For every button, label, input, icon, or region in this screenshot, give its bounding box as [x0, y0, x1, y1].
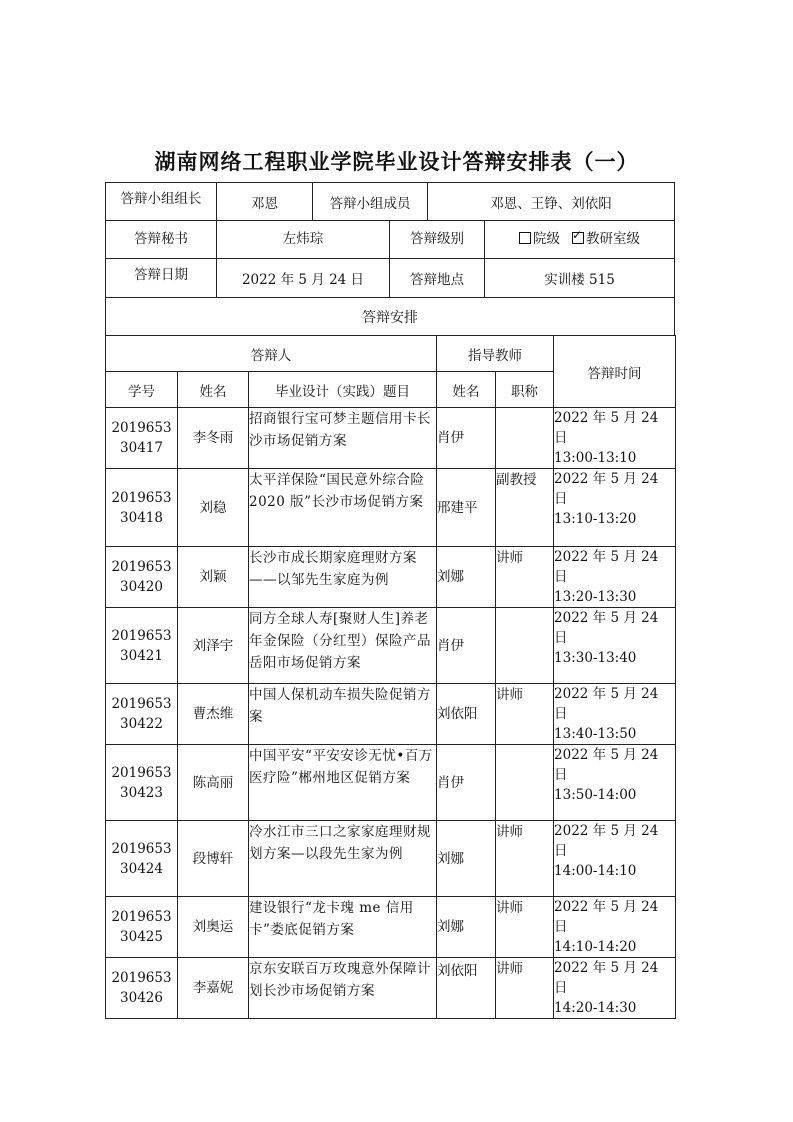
- time-header: 答辩时间: [554, 336, 676, 408]
- date-label: 答辩日期: [106, 259, 217, 297]
- teacher-name-cell: 肖伊: [437, 608, 496, 684]
- teacher-title-cell: 讲师: [496, 897, 554, 958]
- topic-cell: 建设银行“龙卡瑰 me 信用卡”娄底促销方案: [249, 897, 437, 958]
- teacher-name-cell: 刘娜: [437, 821, 496, 897]
- student-id-cell: 2019653 30426: [106, 958, 178, 1019]
- student-id-cell: 2019653 30417: [106, 408, 178, 469]
- header-info-block: [105, 182, 675, 297]
- table-row: [106, 897, 676, 958]
- student-id-header: 学号: [106, 372, 178, 408]
- secretary-label: 答辩秘书: [106, 221, 217, 258]
- arrangement-heading: 答辩安排: [105, 297, 675, 335]
- student-id-cell: 2019653 30418: [106, 469, 178, 547]
- teacher-title-cell: 副教授: [496, 469, 554, 547]
- place-label: 答辩地点: [390, 259, 485, 297]
- page-title: 湖南网络工程职业学院毕业设计答辩安排表（一）: [154, 150, 639, 174]
- teacher-name-cell: 邢建平: [437, 469, 496, 547]
- teacher-title-header: 职称: [496, 372, 554, 408]
- teacher-name-cell: 刘娜: [437, 547, 496, 608]
- time-cell: 2022 年 5 月 24 日 14:00-14:10: [554, 821, 676, 897]
- teacher-title-cell: [496, 608, 554, 684]
- teacher-name-cell: 刘依阳: [437, 684, 496, 745]
- table-row: [106, 684, 676, 745]
- teacher-title-cell: 讲师: [496, 547, 554, 608]
- teacher-title-cell: 讲师: [496, 821, 554, 897]
- student-id-cell: 2019653 30421: [106, 608, 178, 684]
- table-row: [106, 745, 676, 821]
- time-cell: 2022 年 5 月 24 日 14:20-14:30: [554, 958, 676, 1019]
- topic-cell: 中国人保机动车损失险促销方案: [249, 684, 437, 745]
- level-options: [485, 221, 674, 258]
- time-cell: 2022 年 5 月 24 日 13:40-13:50: [554, 684, 676, 745]
- level-option-college[interactable]: 院级: [519, 227, 560, 247]
- student-name-cell: 段博轩: [178, 821, 249, 897]
- teacher-title-cell: [496, 408, 554, 469]
- student-name-cell: 陈高丽: [178, 745, 249, 821]
- student-id-cell: 2019653 30425: [106, 897, 178, 958]
- topic-cell: 同方全球人寿[聚财人生]养老年金保险（分红型）保险产品岳阳市场促销方案: [249, 608, 437, 684]
- student-name-cell: 李冬雨: [178, 408, 249, 469]
- unchecked-box-icon: [519, 232, 531, 244]
- student-id-cell: 2019653 30422: [106, 684, 178, 745]
- time-cell: 2022 年 5 月 24 日 13:00-13:10: [554, 408, 676, 469]
- level-label: 答辩级别: [390, 221, 485, 258]
- place-value: 实训楼 515: [544, 272, 615, 288]
- leader-value: 邓恩: [217, 183, 313, 220]
- secretary-value: 左炜琮: [217, 221, 390, 258]
- checked-box-icon: [572, 232, 584, 244]
- time-cell: 2022 年 5 月 24 日 14:10-14:20: [554, 897, 676, 958]
- table-row: [106, 408, 676, 469]
- student-name-cell: 刘稳: [178, 469, 249, 547]
- table-row: [106, 958, 676, 1019]
- student-name-cell: 李嘉妮: [178, 958, 249, 1019]
- topic-header: 毕业设计（实践）题目: [249, 372, 437, 408]
- header-row-date: [105, 258, 675, 297]
- student-name-cell: 刘泽宇: [178, 608, 249, 684]
- student-name-cell: 刘颖: [178, 547, 249, 608]
- student-id-cell: 2019653 30420: [106, 547, 178, 608]
- teacher-title-cell: [496, 745, 554, 821]
- topic-cell: 太平洋保险“国民意外综合险 2020 版”长沙市场促销方案: [249, 469, 437, 547]
- table-row: [106, 821, 676, 897]
- time-cell: 2022 年 5 月 24 日 13:10-13:20: [554, 469, 676, 547]
- members-label: 答辩小组成员: [313, 183, 428, 220]
- student-name-cell: 刘奥运: [178, 897, 249, 958]
- teacher-name-cell: 刘依阳: [437, 958, 496, 1019]
- teacher-name-header: 姓名: [437, 372, 496, 408]
- topic-cell: 京东安联百万玫瑰意外保障计划长沙市场促销方案: [249, 958, 437, 1019]
- teacher-title-cell: 讲师: [496, 684, 554, 745]
- schedule-table: [105, 335, 676, 1019]
- time-cell: 2022 年 5 月 24 日 13:20-13:30: [554, 547, 676, 608]
- teacher-title-cell: 讲师: [496, 958, 554, 1019]
- table-row: [106, 547, 676, 608]
- student-name-cell: 曹杰维: [178, 684, 249, 745]
- time-cell: 2022 年 5 月 24 日 13:30-13:40: [554, 608, 676, 684]
- header-row-secretary: [105, 220, 675, 258]
- level-option-department[interactable]: ✓ 教研室级: [572, 227, 640, 247]
- header-row-group: [105, 182, 675, 220]
- table-row: [106, 608, 676, 684]
- table-row: [106, 469, 676, 547]
- time-cell: 2022 年 5 月 24 日 13:50-14:00: [554, 745, 676, 821]
- leader-label: 答辩小组组长: [106, 183, 217, 220]
- date-value: 2022 年 5 月 24 日: [217, 259, 390, 297]
- teacher-name-cell: 肖伊: [437, 745, 496, 821]
- name-header: 姓名: [178, 372, 249, 408]
- teacher-name-cell: 刘娜: [437, 897, 496, 958]
- members-value: 邓恩、王铮、刘依阳: [490, 195, 612, 212]
- topic-cell: 中国平安“平安安诊无忧•百万医疗险”郴州地区促销方案: [249, 745, 437, 821]
- teacher-group-header: 指导教师: [437, 336, 554, 372]
- student-id-cell: 2019653 30423: [106, 745, 178, 821]
- student-id-cell: 2019653 30424: [106, 821, 178, 897]
- teacher-name-cell: 肖伊: [437, 408, 496, 469]
- topic-cell: 长沙市成长期家庭理财方案——以邹先生家庭为例: [249, 547, 437, 608]
- defender-group-header: 答辩人: [106, 336, 437, 372]
- topic-cell: 招商银行宝可梦主题信用卡长沙市场促销方案: [249, 408, 437, 469]
- topic-cell: 冷水江市三口之家家庭理财规划方案—以段先生家为例: [249, 821, 437, 897]
